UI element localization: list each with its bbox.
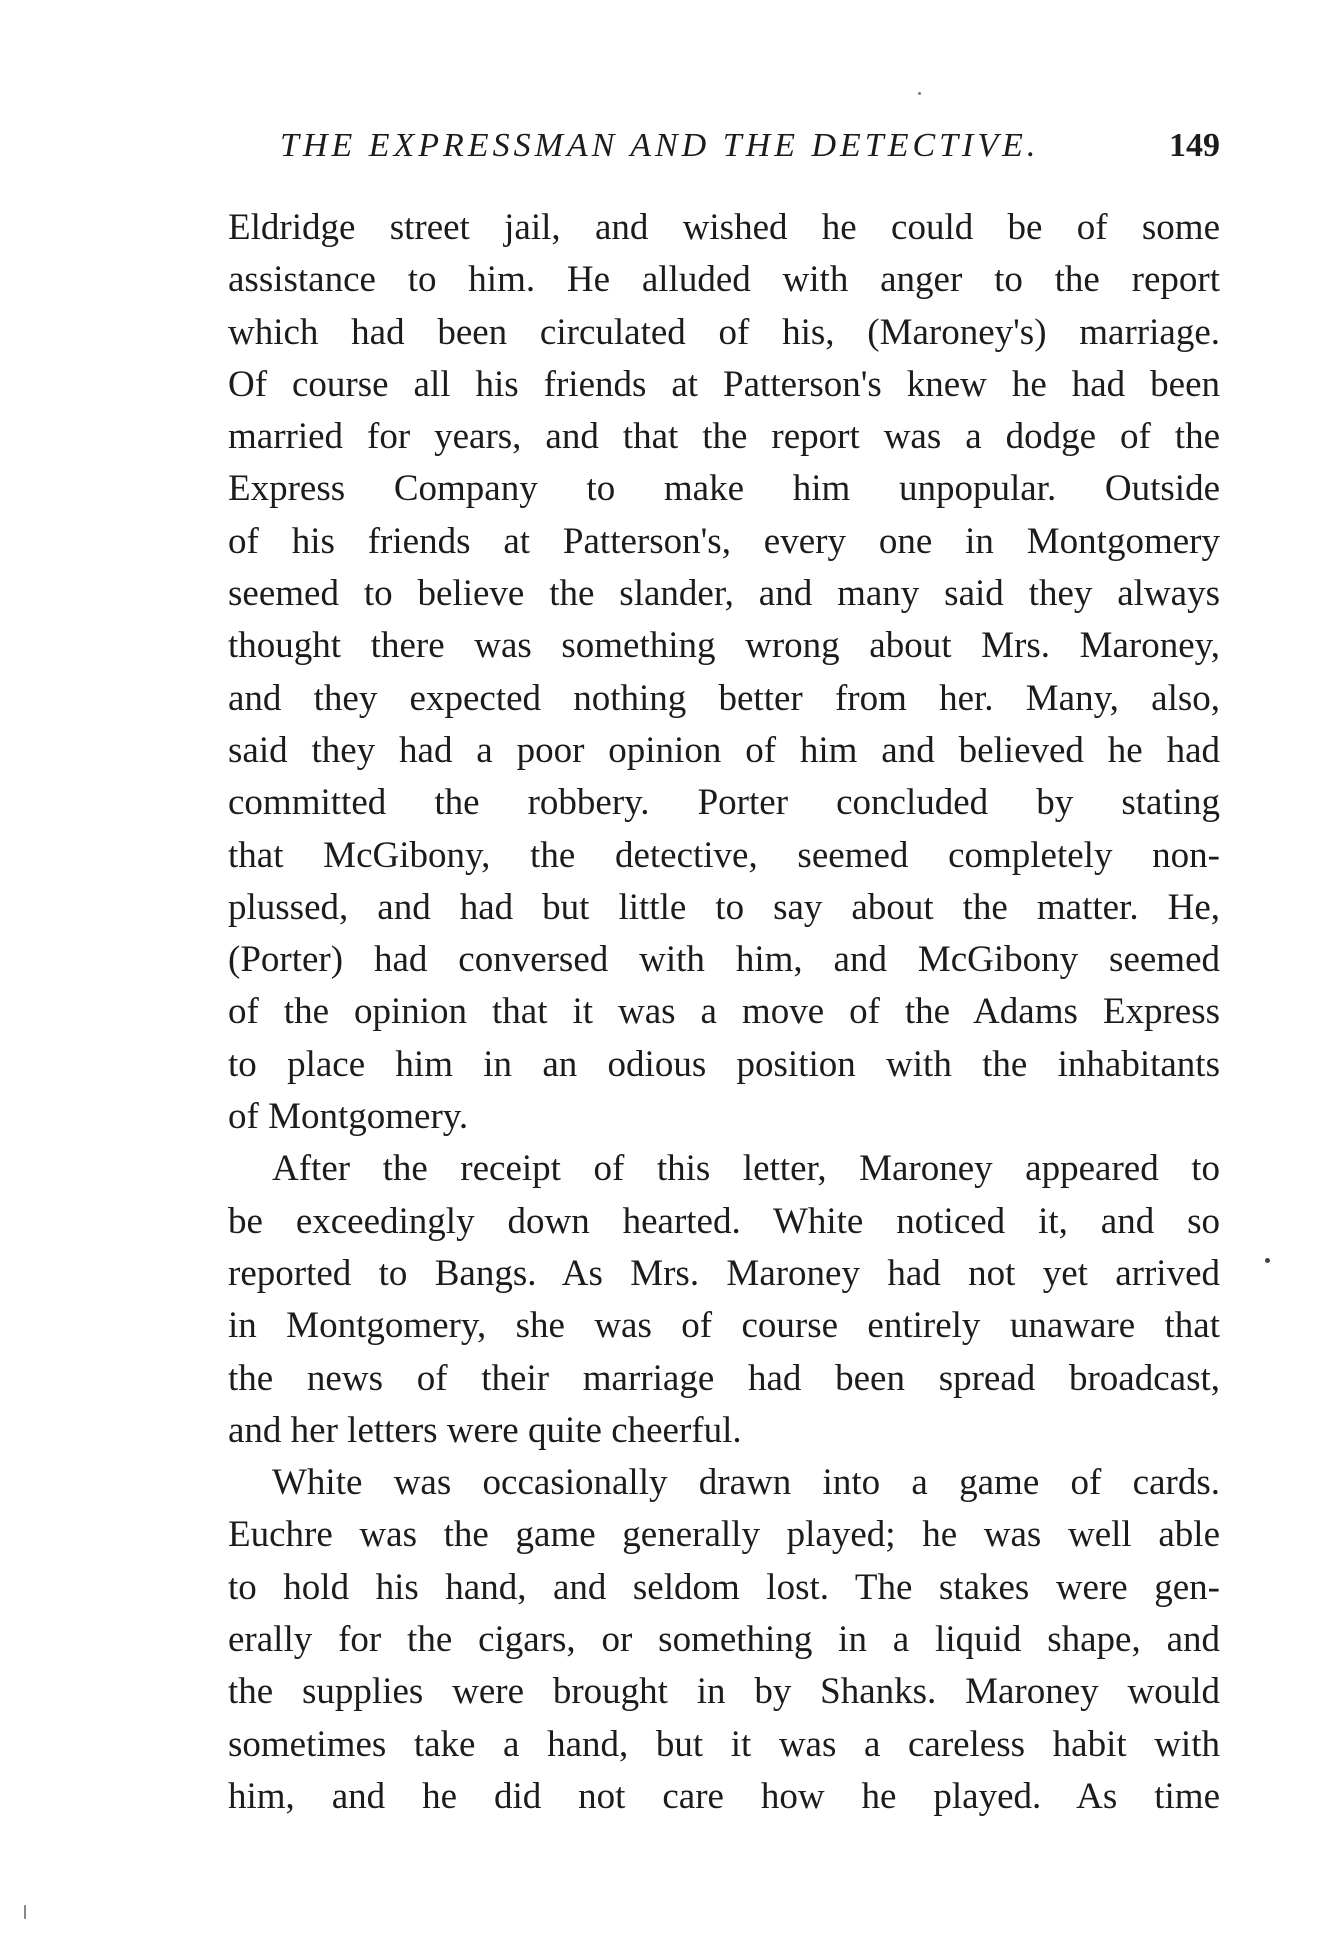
text-line: assistance to him. He alluded with anger to the report [228, 259, 1220, 301]
running-head [270, 127, 1220, 171]
text-line: Express Company to make him unpopular. Outside [228, 468, 1220, 510]
text-line: thought there was something wrong about Mrs. Maroney, [228, 625, 1220, 667]
body-text [228, 202, 1220, 1823]
text-line: erally for the cigars, or something in a liquid shape, and [228, 1619, 1220, 1661]
text-line: said they had a poor opinion of him and believed he had [228, 729, 1220, 771]
page-number: 149 [1169, 127, 1220, 164]
text-line: to place him in an odious position with the inhabitants [228, 1043, 1220, 1085]
paragraph-3 [228, 1457, 1220, 1823]
text-line: After the receipt of this letter, Maroney appeared to [272, 1148, 1220, 1190]
paragraph-2 [228, 1143, 1220, 1457]
paragraph-1 [228, 202, 1220, 1143]
text-line: committed the robbery. Porter concluded by stating [228, 782, 1220, 824]
ink-speck [24, 1905, 26, 1919]
text-line: sometimes take a hand, but it was a careless habit with [228, 1723, 1220, 1765]
text-line: of Montgomery. [228, 1096, 469, 1138]
text-line: in Montgomery, she was of course entirely unaware that [228, 1305, 1220, 1347]
text-line: to hold his hand, and seldom lost. The stakes were gen- [228, 1566, 1220, 1608]
text-line: which had been circulated of his, (Maroney's) marriage. [228, 311, 1220, 353]
text-line: him, and he did not care how he played. As time [228, 1775, 1220, 1817]
text-line: and her letters were quite cheerful. [228, 1409, 742, 1451]
text-line: Eldridge street jail, and wished he could be of some [228, 207, 1220, 248]
text-line: (Porter) had conversed with him, and McGibony seemed [228, 939, 1220, 981]
running-title: THE EXPRESSMAN AND THE DETECTIVE. [280, 127, 1040, 164]
text-line: reported to Bangs. As Mrs. Maroney had not yet arrived [228, 1252, 1220, 1294]
text-line: Of course all his friends at Patterson's knew he had been [228, 363, 1220, 405]
text-line: be exceedingly down hearted. White noticed it, and so [228, 1200, 1220, 1242]
text-line: married for years, and that the report was a dodge of the [228, 416, 1220, 458]
text-line: White was occasionally drawn into a game of cards. [272, 1462, 1220, 1504]
text-line: seemed to believe the slander, and many said they always [228, 573, 1220, 615]
text-line: the news of their marriage had been spread broadcast, [228, 1357, 1220, 1399]
text-line: that McGibony, the detective, seemed completely non- [228, 834, 1220, 876]
text-line: and they expected nothing better from her. Many, also, [228, 677, 1220, 719]
text-line: of the opinion that it was a move of the Adams Express [228, 991, 1220, 1033]
text-line: Euchre was the game generally played; he was well able [228, 1514, 1220, 1556]
ink-speck [1265, 1258, 1270, 1263]
ink-speck [918, 92, 921, 95]
text-line: the supplies were brought in by Shanks. Maroney would [228, 1671, 1220, 1713]
text-line: plussed, and had but little to say about the matter. He, [228, 886, 1220, 928]
text-line: of his friends at Patterson's, every one in Montgomery [228, 520, 1220, 562]
